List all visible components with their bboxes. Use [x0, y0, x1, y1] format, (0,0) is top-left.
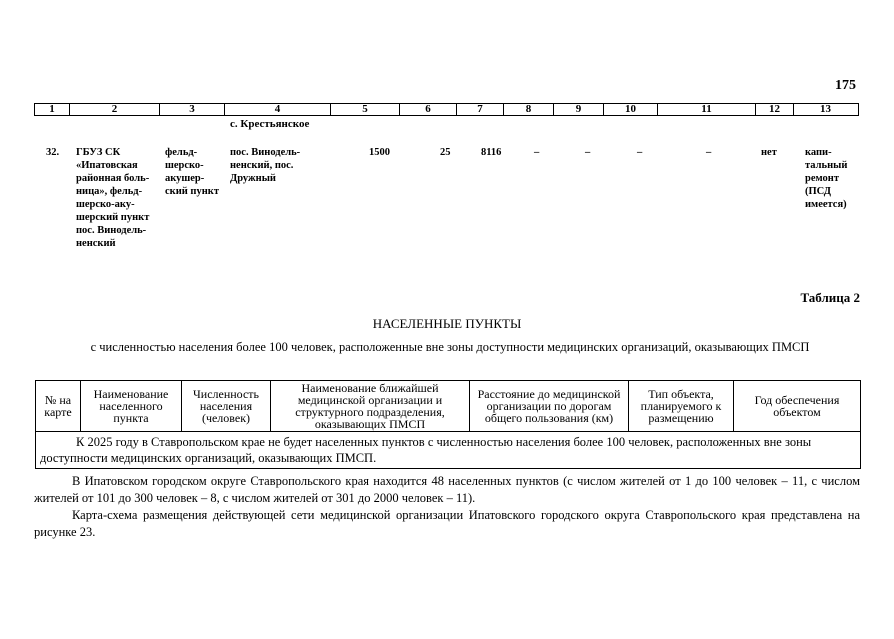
column-index-row: [34, 103, 859, 116]
carry-over-text: с. Крестьянское: [230, 118, 310, 130]
cell-col11: –: [706, 147, 712, 158]
cell-col6: 25: [440, 147, 451, 158]
column-index: 5: [331, 104, 400, 115]
cell-col8: –: [534, 147, 540, 158]
column-index: 8: [504, 104, 554, 115]
cell-col9: –: [585, 147, 591, 158]
cell-col10: –: [637, 147, 643, 158]
cell-col12: нет: [761, 147, 777, 158]
header-settlement-name: Наименование населенного пункта: [81, 381, 182, 432]
institution-name: ГБУЗ СК «Ипатовская районная боль-ница», фельд-шерско-аку-шерский пункт пос. Винодель-ненский: [76, 147, 150, 249]
cell-col13: капи-тальный ремонт (ПСД имеется): [805, 147, 848, 210]
table-subtitle: с численностью населения более 100 человек, расположенные вне зоны доступности медицинских организаций, оказывающих ПМСП: [90, 340, 810, 354]
row-number: 32.: [46, 147, 60, 158]
header-map-number: № на карте: [36, 381, 81, 432]
served-settlements: пос. Винодель-ненский, пос. Дружный: [230, 147, 301, 184]
table-note: К 2025 году в Ставропольском крае не будет населенных пунктов с численностью населения более 100 человек, расположенных вне зоны доступности медицинских организаций, оказывающих ПМСП.: [36, 432, 861, 469]
column-index: 4: [225, 104, 331, 115]
table-note-row: [36, 432, 861, 469]
cell-col7: 8116: [481, 147, 502, 158]
column-index: 1: [35, 104, 70, 115]
column-index: 10: [604, 104, 658, 115]
column-index: 12: [756, 104, 794, 115]
column-index: 2: [70, 104, 160, 115]
facility-type: фельд-шерско-акушер-ский пункт: [165, 147, 219, 197]
table-label: Таблица 2: [800, 290, 860, 305]
column-index: 6: [400, 104, 457, 115]
column-index: 7: [457, 104, 504, 115]
paragraph-map-reference: Карта-схема размещения действующей сети медицинской организации Ипатовского городского округа Ставропольского края представлена на рисунке 23.: [34, 508, 860, 539]
header-year: Год обеспечения объектом: [734, 381, 861, 432]
cell-col5: 1500: [369, 147, 390, 158]
column-index: 3: [160, 104, 225, 115]
table-header-row: [36, 381, 861, 432]
header-object-type: Тип объекта, планируемого к размещению: [629, 381, 734, 432]
paragraph-settlements-count: В Ипатовском городском округе Ставропольского края находится 48 населенных пунктов (с числом жителей от 1 до 100 человек – 11, с числом жителей от 101 до 300 человек – 8, с числом жителей от 301 до 2000 человек – 11).: [34, 474, 860, 505]
header-population: Численность населения (человек): [182, 381, 271, 432]
column-index: 13: [820, 103, 831, 115]
header-distance: Расстояние до медицинской организации по дорогам общего пользования (км): [470, 381, 629, 432]
settlements-table: [35, 380, 861, 469]
table-title: НАСЕЛЕННЫЕ ПУНКТЫ: [372, 316, 522, 331]
column-index: 11: [658, 104, 756, 115]
column-index: 9: [554, 104, 604, 115]
header-nearest-organization: Наименование ближайшей медицинской организации и структурного подразделения, оказывающих ПМСП: [271, 381, 470, 432]
page-number: 175: [835, 78, 856, 93]
